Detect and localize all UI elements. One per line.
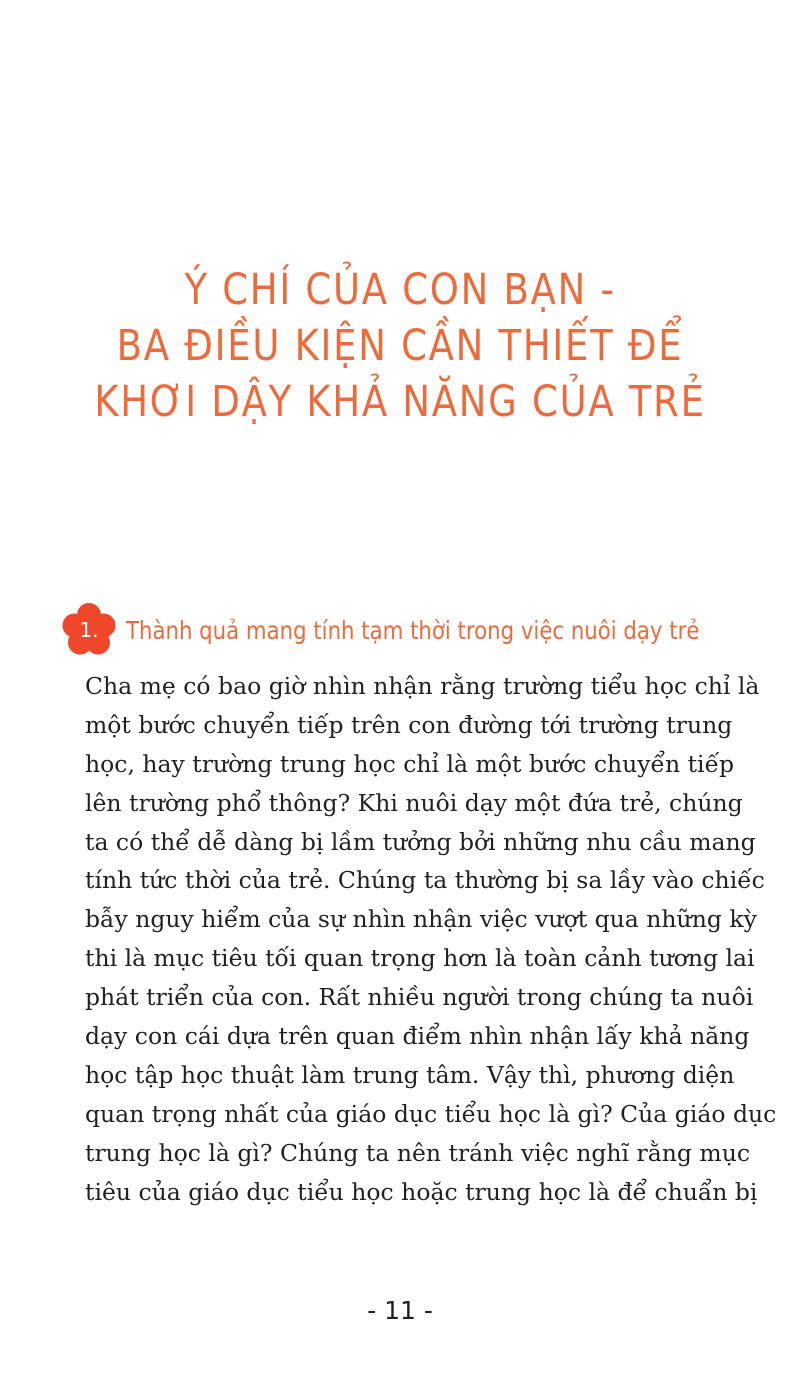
body-line: quan trọng nhất của giáo dục tiểu học là gì? Của giáo dục [85, 1099, 777, 1128]
section-title: Thành quả mang tính tạm thời trong việc nuôi dạy trẻ [126, 615, 700, 645]
body-line: Cha mẹ có bao giờ nhìn nhận rằng trường tiểu học chỉ là [85, 672, 760, 700]
section-heading [62, 600, 800, 660]
section-number: 1. [79, 618, 99, 642]
body-line: học tập học thuật làm trung tâm. Vậy thì, phương diện [85, 1060, 735, 1089]
body-line: tính tức thời của trẻ. Chúng ta thường bị sa lầy vào chiếc [85, 866, 765, 895]
chapter-title-line-2: BA ĐIỀU KIỆN CẦN THIẾT ĐỂ [116, 321, 684, 371]
body-line: phát triển của con. Rất nhiều người trong chúng ta nuôi [85, 983, 754, 1012]
body-line: dạy con cái dựa trên quan điểm nhìn nhận lấy khả năng [85, 1022, 750, 1051]
red-flower-icon [62, 603, 116, 657]
chapter-title [56, 262, 744, 430]
page-number: - 11 - [367, 1296, 433, 1325]
body-line: học, hay trường trung học chỉ là một bước chuyển tiếp [85, 749, 735, 778]
body-line: thi là mục tiêu tối quan trọng hơn là toàn cảnh tương lai [85, 944, 755, 973]
body-line: ta có thể dễ dàng bị lầm tưởng bởi những nhu cầu mang [85, 827, 756, 856]
chapter-title-line-3: KHƠI DẬY KHẢ NĂNG CỦA TRẺ [94, 377, 706, 427]
body-line: trung học là gì? Chúng ta nên tránh việc nghĩ rằng mục [85, 1138, 750, 1167]
chapter-title-line-1: Ý CHÍ CỦA CON BẠN - [184, 265, 616, 315]
body-line: lên trường phổ thông? Khi nuôi dạy một đứa trẻ, chúng [85, 788, 743, 817]
body-line: một bước chuyển tiếp trên con đường tới trường trung [85, 710, 733, 739]
body-paragraph [85, 667, 777, 1211]
body-line: tiêu của giáo dục tiểu học hoặc trung học là để chuẩn bị [85, 1177, 758, 1206]
body-line: bẫy nguy hiểm của sự nhìn nhận việc vượt qua những kỳ [85, 905, 757, 934]
